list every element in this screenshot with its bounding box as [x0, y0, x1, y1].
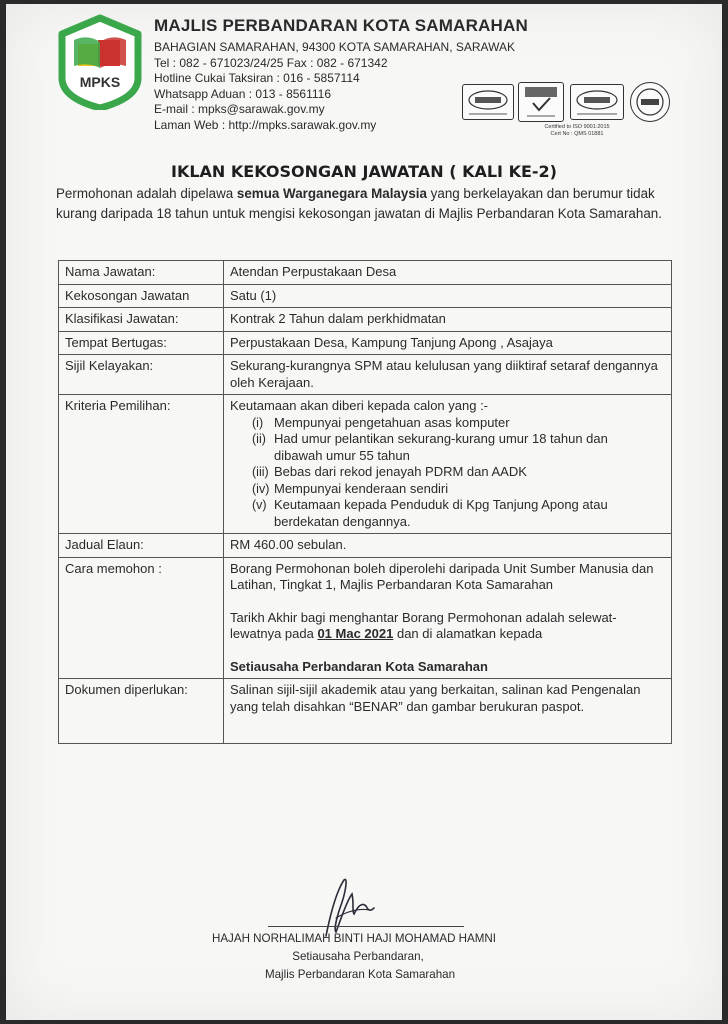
- tempat-label: Tempat Bertugas:: [59, 331, 224, 355]
- mpks-logo: [52, 14, 148, 110]
- intro-paragraph: [56, 184, 666, 224]
- org-name: MAJLIS PERBANDARAN KOTA SAMARAHAN: [154, 16, 528, 35]
- website: Laman Web : http://mpks.sarawak.gov.my: [154, 117, 377, 132]
- table-row: [59, 261, 672, 285]
- document-page: [6, 4, 722, 1020]
- signer-name: HAJAH NORHALIMAH BINTI HAJI MOHAMAD HAMNI: [211, 932, 497, 945]
- kriteria-label: Kriteria Pemilihan:: [59, 395, 224, 534]
- whatsapp: Whatsapp Aduan : 013 - 8561116: [154, 86, 332, 101]
- elaun-value: RM 460.00 sebulan.: [224, 534, 672, 558]
- hotline: Hotline Cukai Taksiran : 016 - 5857114: [154, 71, 360, 86]
- addressee: Setiausaha Perbandaran Kota Samarahan: [230, 658, 488, 674]
- table-row: [59, 355, 672, 395]
- signer-org: Majlis Perbandaran Kota Samarahan: [264, 968, 456, 981]
- address: BAHAGIAN SAMARAHAN, 94300 KOTA SAMARAHAN, SARAWAK: [154, 40, 515, 54]
- certification-marks: [458, 80, 672, 144]
- signer-position: Setiausaha Perbandaran,: [292, 950, 424, 963]
- logo-text: MPKS: [79, 74, 121, 90]
- intro-text-1: Permohonan adalah dipelawa: [56, 186, 237, 201]
- tel-fax: Tel : 082 - 671023/24/25 Fax : 082 - 671342: [154, 55, 388, 70]
- elaun-label: Jadual Elaun:: [59, 534, 224, 558]
- list-item: [230, 415, 665, 432]
- table-row: [59, 308, 672, 332]
- klasifikasi-label: Klasifikasi Jawatan:: [59, 308, 224, 332]
- criteria-text: Had umur pelantikan sekurang-kurang umur 18 tahun dan dibawah umur 55 tahun: [274, 431, 608, 463]
- list-item: [230, 464, 665, 481]
- kriteria-value: [224, 395, 672, 534]
- criteria-text: Bebas dari rekod jenayah PDRM dan AADK: [274, 464, 527, 479]
- criteria-text: Keutamaan kepada Penduduk di Kpg Tanjung Apong atau berdekatan dengannya.: [274, 497, 608, 529]
- criteria-number: (iv): [252, 481, 270, 496]
- sijil-label: Sijil Kelayakan:: [59, 355, 224, 395]
- kekosongan-value: Satu (1): [224, 284, 672, 308]
- cara-value: [224, 557, 672, 679]
- criteria-number: (iii): [252, 465, 269, 479]
- tempat-value: Perpustakaan Desa, Kampung Tanjung Apong , Asajaya: [224, 331, 672, 355]
- table-row: [59, 331, 672, 355]
- page-title: IKLAN KEKOSONGAN JAWATAN ( KALI KE-2): [171, 162, 557, 181]
- deadline-text-b: dan di alamatkan kepada: [393, 626, 543, 641]
- criteria-text: Mempunyai kenderaan sendiri: [274, 480, 449, 496]
- list-item: [230, 497, 665, 530]
- dokumen-label: Dokumen diperlukan:: [59, 679, 224, 744]
- table-row: [59, 395, 672, 534]
- table-row: [59, 557, 672, 679]
- contact-block: [154, 40, 515, 134]
- deadline-text-a: Tarikh Akhir bagi menghantar Borang Permohonan adalah selewat-lewatnya pada: [230, 609, 617, 641]
- cara-paragraph-2: [230, 610, 665, 643]
- iqnet-mark-icon: [630, 82, 670, 122]
- ukas-mark-icon: [518, 82, 564, 122]
- table-row: [59, 534, 672, 558]
- kekosongan-label: Kekosongan Jawatan: [59, 284, 224, 308]
- sirim-qas-mark-icon: [570, 84, 624, 120]
- sijil-value: Sekurang-kurangnya SPM atau kelulusan yang diiktiraf setaraf dengannya oleh Kerajaan.: [224, 355, 672, 395]
- signature-line: [268, 926, 464, 927]
- signer-block: [6, 930, 722, 984]
- kriteria-intro: Keutamaan akan diberi kepada calon yang :-: [230, 398, 489, 413]
- nama-label: Nama Jawatan:: [59, 261, 224, 285]
- intro-text-2: yang berkelayakan dan berumur tidak kurang daripada 18 tahun untuk mengisi kekosongan jawatan di Majlis Perbandaran Kota Samarahan.: [56, 186, 662, 221]
- nama-value: Atendan Perpustakaan Desa: [224, 261, 672, 285]
- criteria-number: (v): [252, 498, 267, 512]
- table-row: [59, 284, 672, 308]
- klasifikasi-value: Kontrak 2 Tahun dalam perkhidmatan: [224, 308, 672, 332]
- certification-caption: [522, 124, 632, 137]
- criteria-text: Mempunyai pengetahuan asas komputer: [274, 414, 510, 430]
- email: E-mail : mpks@sarawak.gov.my: [154, 102, 325, 117]
- deadline-date: 01 Mac 2021: [317, 626, 394, 641]
- vacancy-table: [58, 260, 672, 744]
- cara-label: Cara memohon :: [59, 557, 224, 679]
- intro-bold: semua Warganegara Malaysia: [236, 186, 427, 201]
- table-row: [59, 679, 672, 744]
- list-item: [230, 431, 665, 464]
- cara-paragraph-1: Borang Permohonan boleh diperolehi daripada Unit Sumber Manusia dan Latihan, Tingkat 1, Majlis Perbandaran Kota Samarahan: [230, 560, 654, 592]
- sirim-mark-icon: [462, 84, 514, 120]
- dokumen-value: Salinan sijil-sijil akademik atau yang berkaitan, salinan kad Pengenalan yang telah disahkan “BENAR” dan gambar berukuran paspot.: [224, 679, 672, 744]
- cert-line-1: Certified to ISO 9001:2015: [544, 124, 610, 130]
- cert-line-2: Cert No : QMS 01881: [550, 130, 604, 137]
- criteria-number: (i): [252, 415, 264, 430]
- criteria-number: (ii): [252, 432, 266, 446]
- list-item: [230, 481, 665, 498]
